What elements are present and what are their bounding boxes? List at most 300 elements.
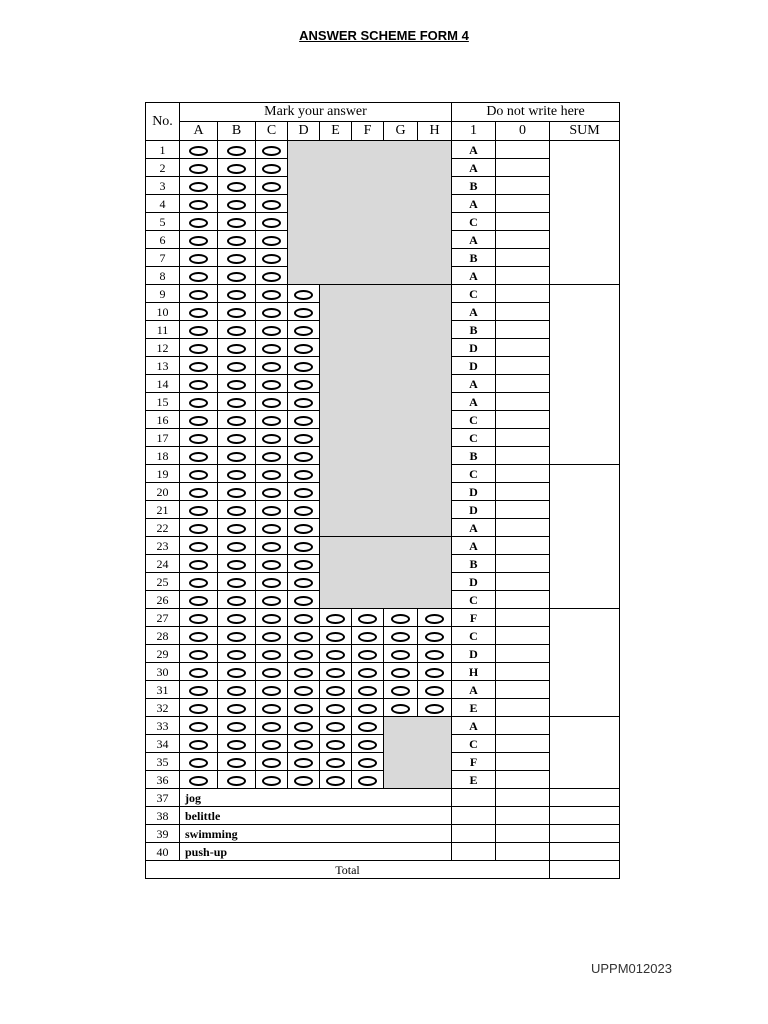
- answer-bubble[interactable]: [262, 416, 281, 426]
- answer-option-cell[interactable]: [256, 213, 288, 231]
- answer-bubble[interactable]: [262, 452, 281, 462]
- answer-option-cell[interactable]: [384, 699, 418, 717]
- answer-option-cell[interactable]: [218, 555, 256, 573]
- answer-option-cell[interactable]: [218, 753, 256, 771]
- answer-option-cell[interactable]: [288, 429, 320, 447]
- answer-bubble[interactable]: [294, 416, 313, 426]
- answer-bubble[interactable]: [227, 614, 246, 624]
- answer-option-cell[interactable]: [218, 573, 256, 591]
- answer-option-cell[interactable]: [218, 357, 256, 375]
- answer-bubble[interactable]: [262, 272, 281, 282]
- answer-bubble[interactable]: [189, 758, 208, 768]
- answer-bubble[interactable]: [294, 614, 313, 624]
- answer-option-cell[interactable]: [218, 285, 256, 303]
- answer-option-cell[interactable]: [256, 429, 288, 447]
- answer-bubble[interactable]: [326, 722, 345, 732]
- answer-bubble[interactable]: [358, 632, 377, 642]
- answer-option-cell[interactable]: [256, 501, 288, 519]
- answer-bubble[interactable]: [262, 380, 281, 390]
- answer-option-cell[interactable]: [256, 537, 288, 555]
- answer-option-cell[interactable]: [218, 375, 256, 393]
- answer-bubble[interactable]: [189, 668, 208, 678]
- answer-option-cell[interactable]: [256, 411, 288, 429]
- answer-option-cell[interactable]: [218, 663, 256, 681]
- answer-bubble[interactable]: [189, 290, 208, 300]
- answer-bubble[interactable]: [262, 326, 281, 336]
- answer-bubble[interactable]: [227, 182, 246, 192]
- answer-option-cell[interactable]: [288, 357, 320, 375]
- answer-bubble[interactable]: [189, 254, 208, 264]
- answer-bubble[interactable]: [326, 668, 345, 678]
- answer-bubble[interactable]: [262, 686, 281, 696]
- answer-option-cell[interactable]: [218, 519, 256, 537]
- answer-bubble[interactable]: [294, 398, 313, 408]
- answer-bubble[interactable]: [227, 560, 246, 570]
- answer-bubble[interactable]: [227, 218, 246, 228]
- answer-bubble[interactable]: [189, 470, 208, 480]
- answer-bubble[interactable]: [189, 326, 208, 336]
- answer-bubble[interactable]: [189, 416, 208, 426]
- answer-bubble[interactable]: [189, 542, 208, 552]
- answer-option-cell[interactable]: [218, 429, 256, 447]
- answer-option-cell[interactable]: [180, 249, 218, 267]
- answer-option-cell[interactable]: [384, 663, 418, 681]
- answer-bubble[interactable]: [189, 344, 208, 354]
- answer-option-cell[interactable]: [288, 465, 320, 483]
- answer-bubble[interactable]: [425, 668, 444, 678]
- answer-option-cell[interactable]: [180, 177, 218, 195]
- answer-option-cell[interactable]: [352, 609, 384, 627]
- answer-option-cell[interactable]: [320, 699, 352, 717]
- answer-bubble[interactable]: [189, 524, 208, 534]
- answer-bubble[interactable]: [189, 722, 208, 732]
- answer-option-cell[interactable]: [288, 339, 320, 357]
- answer-bubble[interactable]: [262, 524, 281, 534]
- answer-option-cell[interactable]: [180, 699, 218, 717]
- answer-bubble[interactable]: [189, 776, 208, 786]
- answer-bubble[interactable]: [227, 632, 246, 642]
- answer-option-cell[interactable]: [256, 681, 288, 699]
- answer-bubble[interactable]: [189, 236, 208, 246]
- answer-bubble[interactable]: [326, 704, 345, 714]
- answer-option-cell[interactable]: [288, 393, 320, 411]
- answer-bubble[interactable]: [294, 434, 313, 444]
- answer-bubble[interactable]: [262, 218, 281, 228]
- answer-option-cell[interactable]: [218, 501, 256, 519]
- answer-bubble[interactable]: [294, 290, 313, 300]
- answer-option-cell[interactable]: [180, 501, 218, 519]
- answer-option-cell[interactable]: [288, 663, 320, 681]
- answer-option-cell[interactable]: [288, 753, 320, 771]
- answer-bubble[interactable]: [358, 650, 377, 660]
- answer-bubble[interactable]: [227, 326, 246, 336]
- answer-option-cell[interactable]: [218, 249, 256, 267]
- answer-option-cell[interactable]: [256, 177, 288, 195]
- answer-bubble[interactable]: [262, 506, 281, 516]
- answer-option-cell[interactable]: [418, 681, 452, 699]
- answer-option-cell[interactable]: [218, 699, 256, 717]
- answer-bubble[interactable]: [227, 758, 246, 768]
- answer-option-cell[interactable]: [180, 357, 218, 375]
- answer-bubble[interactable]: [227, 704, 246, 714]
- answer-bubble[interactable]: [262, 200, 281, 210]
- answer-option-cell[interactable]: [218, 771, 256, 789]
- answer-option-cell[interactable]: [352, 735, 384, 753]
- answer-option-cell[interactable]: [320, 771, 352, 789]
- answer-option-cell[interactable]: [288, 555, 320, 573]
- answer-option-cell[interactable]: [180, 483, 218, 501]
- answer-option-cell[interactable]: [256, 285, 288, 303]
- answer-option-cell[interactable]: [180, 645, 218, 663]
- answer-option-cell[interactable]: [256, 483, 288, 501]
- answer-option-cell[interactable]: [180, 735, 218, 753]
- answer-bubble[interactable]: [189, 272, 208, 282]
- answer-option-cell[interactable]: [288, 285, 320, 303]
- answer-option-cell[interactable]: [180, 321, 218, 339]
- answer-bubble[interactable]: [227, 254, 246, 264]
- answer-option-cell[interactable]: [218, 447, 256, 465]
- answer-bubble[interactable]: [294, 668, 313, 678]
- answer-bubble[interactable]: [294, 704, 313, 714]
- answer-bubble[interactable]: [262, 542, 281, 552]
- answer-option-cell[interactable]: [256, 321, 288, 339]
- answer-option-cell[interactable]: [218, 177, 256, 195]
- answer-bubble[interactable]: [227, 740, 246, 750]
- answer-option-cell[interactable]: [256, 393, 288, 411]
- answer-bubble[interactable]: [189, 218, 208, 228]
- answer-option-cell[interactable]: [256, 159, 288, 177]
- answer-option-cell[interactable]: [180, 303, 218, 321]
- answer-bubble[interactable]: [294, 344, 313, 354]
- answer-option-cell[interactable]: [256, 555, 288, 573]
- answer-bubble[interactable]: [189, 362, 208, 372]
- answer-option-cell[interactable]: [352, 681, 384, 699]
- answer-bubble[interactable]: [294, 380, 313, 390]
- answer-bubble[interactable]: [262, 362, 281, 372]
- answer-option-cell[interactable]: [256, 717, 288, 735]
- answer-bubble[interactable]: [189, 650, 208, 660]
- answer-bubble[interactable]: [294, 470, 313, 480]
- answer-bubble[interactable]: [294, 686, 313, 696]
- answer-bubble[interactable]: [425, 650, 444, 660]
- answer-option-cell[interactable]: [180, 663, 218, 681]
- answer-option-cell[interactable]: [180, 447, 218, 465]
- answer-bubble[interactable]: [262, 560, 281, 570]
- answer-option-cell[interactable]: [180, 393, 218, 411]
- answer-bubble[interactable]: [262, 596, 281, 606]
- answer-option-cell[interactable]: [180, 537, 218, 555]
- answer-bubble[interactable]: [294, 326, 313, 336]
- answer-bubble[interactable]: [294, 758, 313, 768]
- answer-option-cell[interactable]: [180, 555, 218, 573]
- answer-option-cell[interactable]: [256, 519, 288, 537]
- answer-bubble[interactable]: [262, 740, 281, 750]
- answer-option-cell[interactable]: [218, 321, 256, 339]
- answer-bubble[interactable]: [227, 380, 246, 390]
- answer-option-cell[interactable]: [256, 357, 288, 375]
- answer-option-cell[interactable]: [256, 141, 288, 159]
- answer-bubble[interactable]: [189, 488, 208, 498]
- answer-option-cell[interactable]: [180, 231, 218, 249]
- answer-bubble[interactable]: [262, 146, 281, 156]
- answer-bubble[interactable]: [391, 632, 410, 642]
- answer-bubble[interactable]: [294, 308, 313, 318]
- answer-option-cell[interactable]: [180, 465, 218, 483]
- answer-bubble[interactable]: [358, 686, 377, 696]
- answer-bubble[interactable]: [326, 632, 345, 642]
- answer-bubble[interactable]: [227, 650, 246, 660]
- answer-option-cell[interactable]: [320, 627, 352, 645]
- answer-option-cell[interactable]: [256, 195, 288, 213]
- answer-bubble[interactable]: [227, 146, 246, 156]
- answer-bubble[interactable]: [358, 704, 377, 714]
- answer-option-cell[interactable]: [256, 735, 288, 753]
- answer-option-cell[interactable]: [218, 591, 256, 609]
- answer-option-cell[interactable]: [352, 627, 384, 645]
- answer-bubble[interactable]: [425, 614, 444, 624]
- answer-bubble[interactable]: [227, 434, 246, 444]
- answer-option-cell[interactable]: [288, 627, 320, 645]
- answer-bubble[interactable]: [294, 596, 313, 606]
- answer-bubble[interactable]: [358, 614, 377, 624]
- answer-option-cell[interactable]: [288, 519, 320, 537]
- answer-option-cell[interactable]: [218, 195, 256, 213]
- answer-option-cell[interactable]: [218, 645, 256, 663]
- answer-option-cell[interactable]: [320, 717, 352, 735]
- answer-bubble[interactable]: [189, 146, 208, 156]
- answer-bubble[interactable]: [425, 632, 444, 642]
- answer-bubble[interactable]: [326, 650, 345, 660]
- answer-option-cell[interactable]: [180, 429, 218, 447]
- answer-option-cell[interactable]: [256, 231, 288, 249]
- answer-bubble[interactable]: [227, 596, 246, 606]
- answer-bubble[interactable]: [294, 362, 313, 372]
- answer-bubble[interactable]: [227, 506, 246, 516]
- answer-option-cell[interactable]: [418, 663, 452, 681]
- answer-option-cell[interactable]: [288, 321, 320, 339]
- answer-bubble[interactable]: [262, 614, 281, 624]
- answer-option-cell[interactable]: [384, 645, 418, 663]
- answer-bubble[interactable]: [262, 722, 281, 732]
- answer-bubble[interactable]: [262, 344, 281, 354]
- answer-bubble[interactable]: [326, 740, 345, 750]
- answer-bubble[interactable]: [227, 272, 246, 282]
- answer-bubble[interactable]: [262, 650, 281, 660]
- answer-option-cell[interactable]: [256, 591, 288, 609]
- answer-option-cell[interactable]: [256, 771, 288, 789]
- answer-bubble[interactable]: [391, 614, 410, 624]
- answer-option-cell[interactable]: [352, 645, 384, 663]
- answer-option-cell[interactable]: [180, 141, 218, 159]
- answer-bubble[interactable]: [189, 308, 208, 318]
- answer-bubble[interactable]: [227, 398, 246, 408]
- answer-option-cell[interactable]: [288, 303, 320, 321]
- answer-option-cell[interactable]: [218, 681, 256, 699]
- answer-bubble[interactable]: [425, 686, 444, 696]
- answer-bubble[interactable]: [227, 668, 246, 678]
- answer-bubble[interactable]: [189, 452, 208, 462]
- answer-option-cell[interactable]: [352, 699, 384, 717]
- answer-bubble[interactable]: [189, 434, 208, 444]
- answer-bubble[interactable]: [391, 668, 410, 678]
- answer-option-cell[interactable]: [256, 609, 288, 627]
- answer-option-cell[interactable]: [352, 771, 384, 789]
- answer-bubble[interactable]: [227, 776, 246, 786]
- answer-bubble[interactable]: [262, 182, 281, 192]
- answer-option-cell[interactable]: [256, 465, 288, 483]
- answer-option-cell[interactable]: [320, 753, 352, 771]
- answer-option-cell[interactable]: [288, 573, 320, 591]
- answer-bubble[interactable]: [227, 470, 246, 480]
- answer-bubble[interactable]: [189, 380, 208, 390]
- answer-option-cell[interactable]: [218, 159, 256, 177]
- answer-option-cell[interactable]: [218, 717, 256, 735]
- answer-option-cell[interactable]: [418, 699, 452, 717]
- answer-bubble[interactable]: [227, 236, 246, 246]
- answer-option-cell[interactable]: [256, 375, 288, 393]
- answer-option-cell[interactable]: [180, 753, 218, 771]
- answer-bubble[interactable]: [294, 560, 313, 570]
- answer-bubble[interactable]: [227, 542, 246, 552]
- answer-option-cell[interactable]: [218, 141, 256, 159]
- answer-bubble[interactable]: [189, 740, 208, 750]
- answer-option-cell[interactable]: [256, 249, 288, 267]
- answer-bubble[interactable]: [262, 398, 281, 408]
- answer-option-cell[interactable]: [320, 645, 352, 663]
- answer-bubble[interactable]: [189, 686, 208, 696]
- answer-option-cell[interactable]: [218, 537, 256, 555]
- answer-option-cell[interactable]: [180, 771, 218, 789]
- answer-option-cell[interactable]: [320, 681, 352, 699]
- answer-option-cell[interactable]: [352, 753, 384, 771]
- answer-bubble[interactable]: [227, 308, 246, 318]
- answer-option-cell[interactable]: [256, 645, 288, 663]
- answer-bubble[interactable]: [227, 578, 246, 588]
- answer-option-cell[interactable]: [352, 717, 384, 735]
- answer-option-cell[interactable]: [256, 339, 288, 357]
- answer-bubble[interactable]: [189, 200, 208, 210]
- answer-bubble[interactable]: [189, 578, 208, 588]
- answer-bubble[interactable]: [227, 488, 246, 498]
- answer-bubble[interactable]: [294, 488, 313, 498]
- answer-option-cell[interactable]: [180, 411, 218, 429]
- answer-bubble[interactable]: [262, 488, 281, 498]
- answer-bubble[interactable]: [391, 704, 410, 714]
- answer-option-cell[interactable]: [288, 735, 320, 753]
- answer-bubble[interactable]: [189, 560, 208, 570]
- answer-option-cell[interactable]: [256, 267, 288, 285]
- answer-bubble[interactable]: [227, 722, 246, 732]
- answer-option-cell[interactable]: [288, 645, 320, 663]
- answer-option-cell[interactable]: [180, 339, 218, 357]
- answer-bubble[interactable]: [227, 416, 246, 426]
- answer-bubble[interactable]: [189, 632, 208, 642]
- answer-bubble[interactable]: [294, 722, 313, 732]
- answer-option-cell[interactable]: [180, 159, 218, 177]
- answer-option-cell[interactable]: [256, 627, 288, 645]
- answer-bubble[interactable]: [358, 722, 377, 732]
- answer-bubble[interactable]: [326, 614, 345, 624]
- answer-option-cell[interactable]: [384, 681, 418, 699]
- answer-option-cell[interactable]: [180, 627, 218, 645]
- answer-option-cell[interactable]: [180, 267, 218, 285]
- answer-option-cell[interactable]: [180, 573, 218, 591]
- answer-option-cell[interactable]: [180, 285, 218, 303]
- answer-option-cell[interactable]: [288, 375, 320, 393]
- answer-bubble[interactable]: [294, 542, 313, 552]
- answer-bubble[interactable]: [262, 164, 281, 174]
- answer-option-cell[interactable]: [384, 627, 418, 645]
- answer-option-cell[interactable]: [418, 609, 452, 627]
- answer-option-cell[interactable]: [218, 267, 256, 285]
- answer-option-cell[interactable]: [418, 627, 452, 645]
- answer-bubble[interactable]: [262, 758, 281, 768]
- answer-option-cell[interactable]: [218, 411, 256, 429]
- answer-option-cell[interactable]: [218, 231, 256, 249]
- answer-bubble[interactable]: [262, 254, 281, 264]
- answer-bubble[interactable]: [189, 398, 208, 408]
- answer-bubble[interactable]: [227, 164, 246, 174]
- answer-bubble[interactable]: [294, 650, 313, 660]
- answer-option-cell[interactable]: [218, 609, 256, 627]
- answer-bubble[interactable]: [294, 506, 313, 516]
- answer-option-cell[interactable]: [218, 393, 256, 411]
- answer-option-cell[interactable]: [218, 303, 256, 321]
- answer-option-cell[interactable]: [180, 195, 218, 213]
- answer-option-cell[interactable]: [218, 735, 256, 753]
- answer-bubble[interactable]: [294, 740, 313, 750]
- answer-bubble[interactable]: [189, 164, 208, 174]
- answer-bubble[interactable]: [391, 650, 410, 660]
- answer-bubble[interactable]: [294, 452, 313, 462]
- answer-option-cell[interactable]: [180, 591, 218, 609]
- answer-option-cell[interactable]: [180, 375, 218, 393]
- answer-option-cell[interactable]: [256, 663, 288, 681]
- answer-option-cell[interactable]: [288, 501, 320, 519]
- answer-bubble[interactable]: [262, 236, 281, 246]
- answer-bubble[interactable]: [227, 362, 246, 372]
- answer-option-cell[interactable]: [180, 213, 218, 231]
- answer-bubble[interactable]: [326, 758, 345, 768]
- answer-bubble[interactable]: [358, 740, 377, 750]
- answer-bubble[interactable]: [294, 776, 313, 786]
- answer-bubble[interactable]: [294, 578, 313, 588]
- answer-option-cell[interactable]: [256, 753, 288, 771]
- answer-option-cell[interactable]: [180, 717, 218, 735]
- answer-bubble[interactable]: [294, 524, 313, 534]
- answer-bubble[interactable]: [227, 200, 246, 210]
- answer-option-cell[interactable]: [288, 483, 320, 501]
- answer-option-cell[interactable]: [218, 213, 256, 231]
- answer-option-cell[interactable]: [256, 303, 288, 321]
- answer-option-cell[interactable]: [288, 771, 320, 789]
- answer-bubble[interactable]: [358, 776, 377, 786]
- answer-bubble[interactable]: [262, 308, 281, 318]
- answer-option-cell[interactable]: [320, 663, 352, 681]
- answer-bubble[interactable]: [262, 470, 281, 480]
- answer-bubble[interactable]: [326, 686, 345, 696]
- answer-bubble[interactable]: [262, 632, 281, 642]
- answer-option-cell[interactable]: [180, 609, 218, 627]
- answer-option-cell[interactable]: [218, 465, 256, 483]
- answer-bubble[interactable]: [262, 578, 281, 588]
- answer-option-cell[interactable]: [256, 447, 288, 465]
- answer-bubble[interactable]: [189, 506, 208, 516]
- answer-bubble[interactable]: [358, 758, 377, 768]
- answer-option-cell[interactable]: [288, 699, 320, 717]
- answer-option-cell[interactable]: [288, 609, 320, 627]
- answer-bubble[interactable]: [262, 668, 281, 678]
